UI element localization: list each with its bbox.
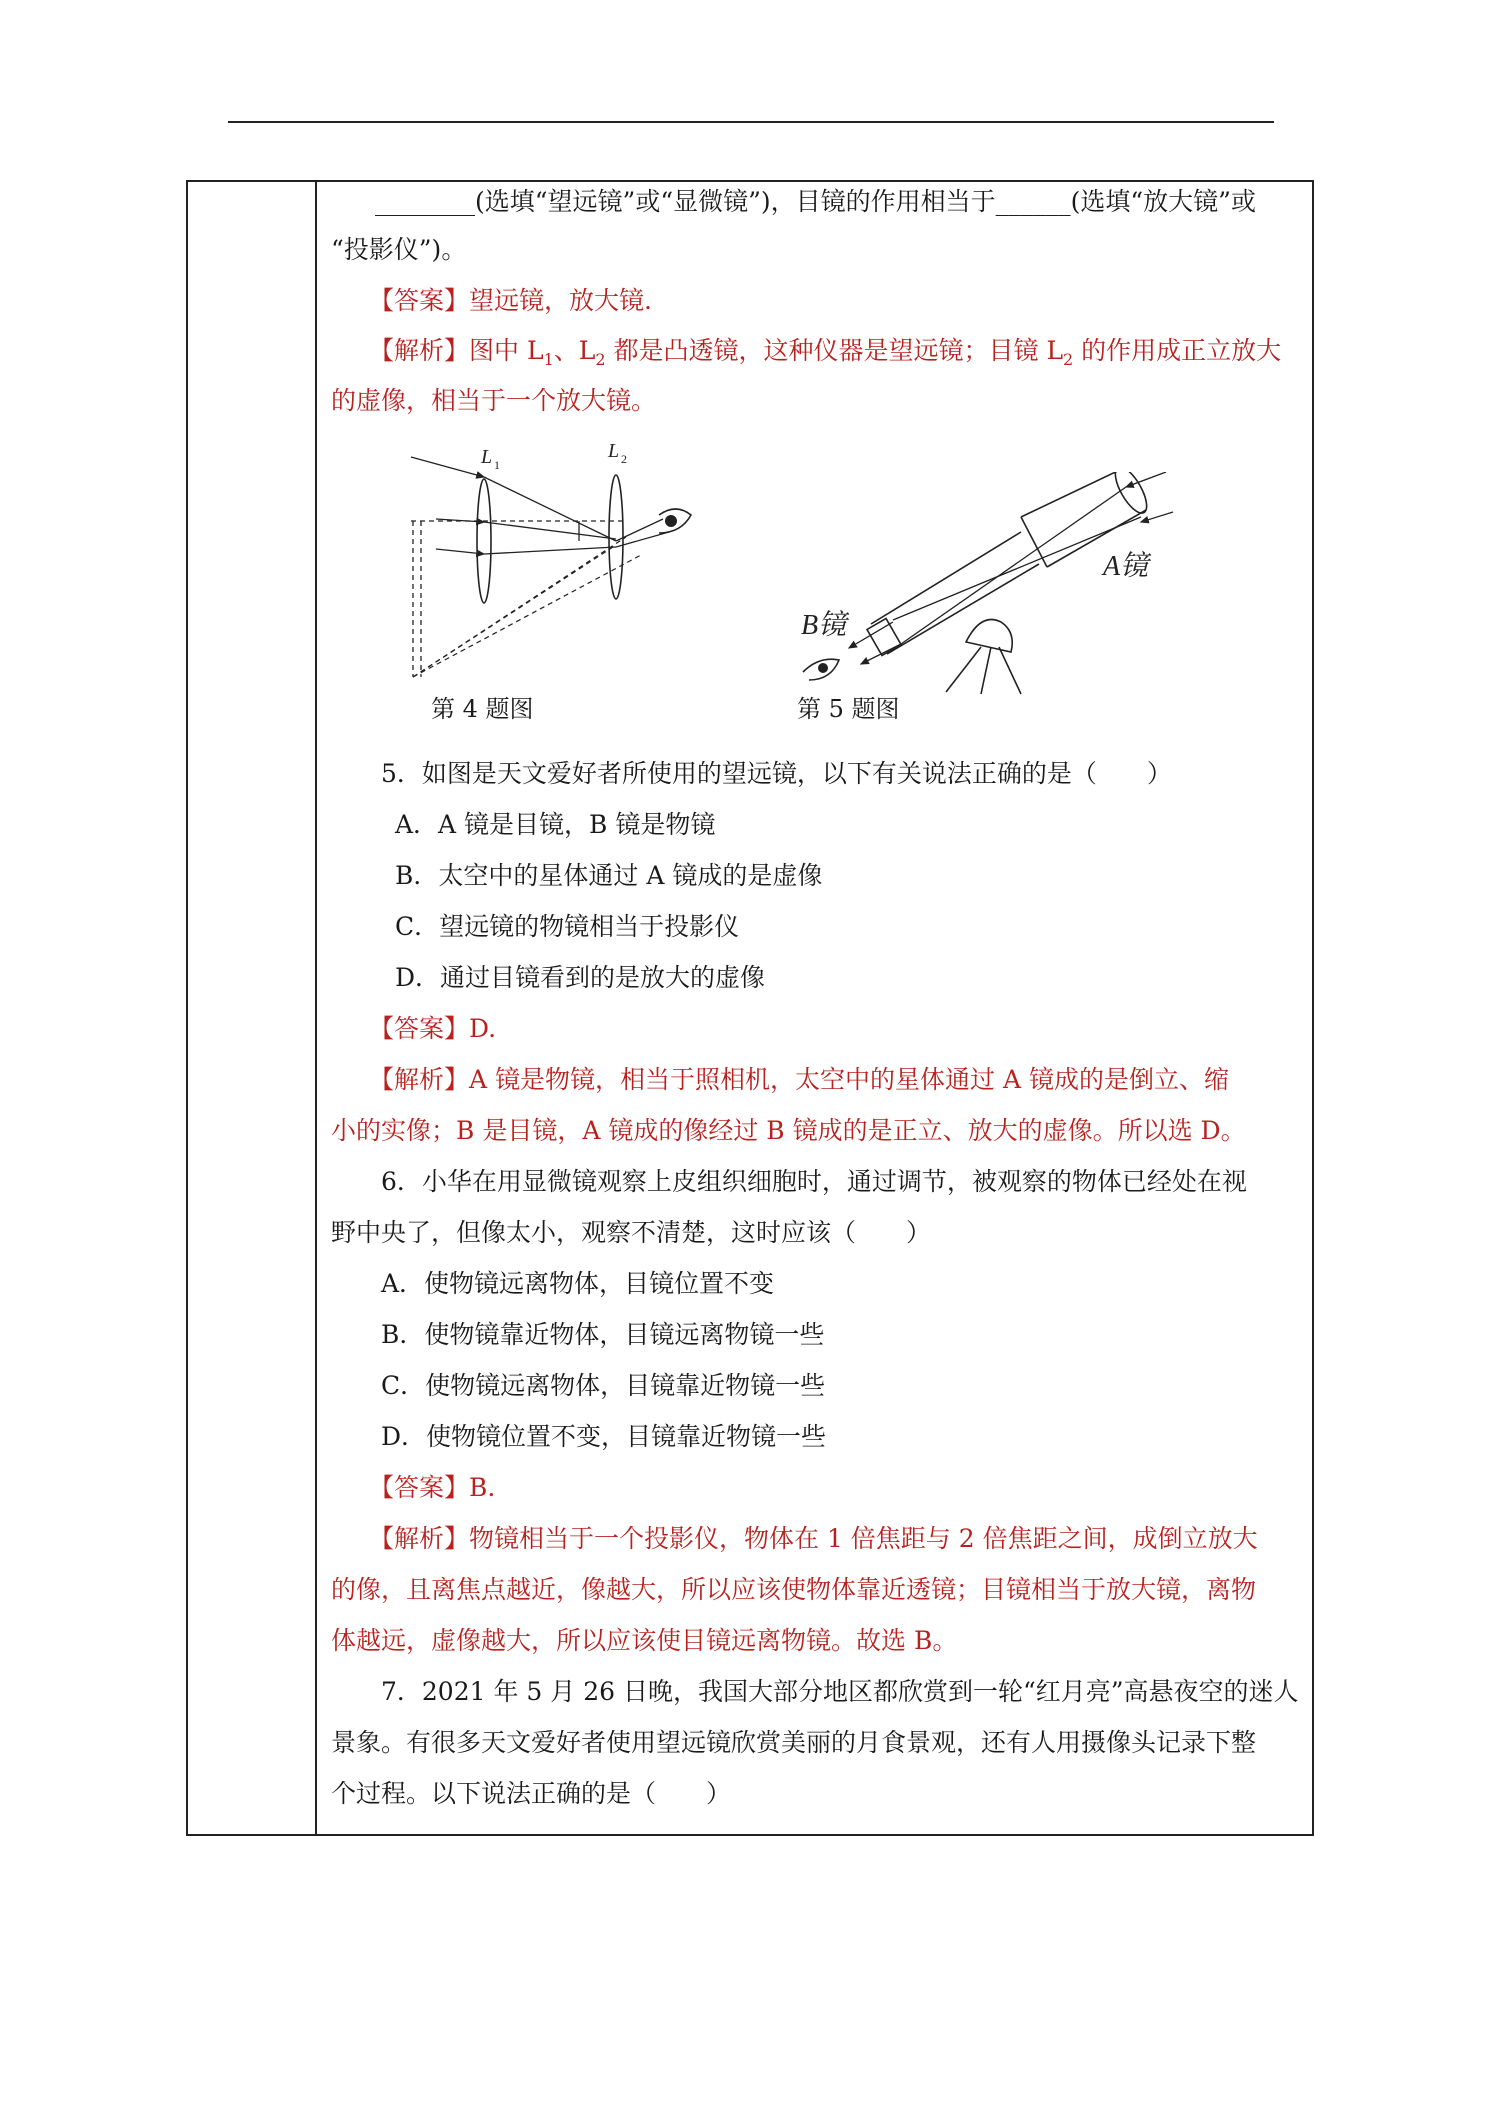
q5-option-a: A．A 镜是目镜，B 镜是物镜 (395, 810, 716, 839)
svg-text:2: 2 (621, 452, 627, 466)
q7-stem-line2: 景象。有很多天文爱好者使用望远镜欣赏美丽的月食景观，还有人用摄像头记录下整 (331, 1728, 1257, 1757)
q6-option-b: B．使物镜靠近物体，目镜远离物镜一些 (381, 1320, 825, 1349)
fig5-diagram (801, 472, 1181, 697)
q6-analysis-line3: 体越远，虚像越大，所以应该使目镜远离物镜。故选 B。 (331, 1626, 958, 1655)
q4-line1: ________(选填“望远镜”或“显微镜”)，目镜的作用相当于______(选填“放大镜”或 (375, 187, 1256, 216)
q5-answer: 【答案】D. (369, 1014, 497, 1043)
q7-stem-line3: 个过程。以下说法正确的是（ ） (331, 1779, 732, 1808)
fig4-caption: 第 4 题图 (431, 695, 534, 723)
q6-stem-line2: 野中央了，但像太小，观察不清楚，这时应该（ ） (331, 1218, 932, 1247)
left-column (188, 182, 317, 1834)
q4-analysis-line1: 【解析】图中 $L_1$、$L_2$ 都是凸透镜，这种仪器是望远镜；目镜 $L_2$ 的作用成正立放大 (369, 336, 1282, 369)
q5-analysis-line2: 小的实像；B 是目镜，A 镜成的像经过 B 镜成的是正立、放大的虚像。所以选 D。 (331, 1116, 1246, 1145)
q6-option-c: C．使物镜远离物体，目镜靠近物镜一些 (381, 1371, 826, 1400)
fig4-label-l1: L (481, 446, 493, 468)
fig5-label-a: A镜 (1103, 551, 1149, 582)
fig4-label-l2: L (608, 440, 620, 462)
q4-analysis-line2: 的虚像，相当于一个放大镜。 (331, 386, 657, 415)
svg-text:1: 1 (494, 458, 500, 472)
q5-option-d: D．通过目镜看到的是放大的虚像 (395, 963, 766, 992)
q7-stem-line1: 7．2021 年 5 月 26 日晚，我国大部分地区都欣赏到一轮“红月亮”高悬夜空的迷人 (381, 1677, 1299, 1706)
q6-stem-line1: 6．小华在用显微镜观察上皮组织细胞时，通过调节，被观察的物体已经处在视 (381, 1167, 1247, 1196)
q4-answer: 【答案】望远镜，放大镜. (369, 286, 652, 315)
q6-analysis-line2: 的像，且离焦点越近，像越大，所以应该使物体靠近透镜；目镜相当于放大镜，离物 (331, 1575, 1257, 1604)
q5-option-b: B．太空中的星体通过 A 镜成的是虚像 (395, 861, 823, 890)
q5-option-c: C．望远镜的物镜相当于投影仪 (395, 912, 740, 941)
q6-option-d: D．使物镜位置不变，目镜靠近物镜一些 (381, 1422, 827, 1451)
fig4-diagram (401, 437, 721, 687)
q6-option-a: A．使物镜远离物体，目镜位置不变 (381, 1269, 775, 1298)
q4-line2: “投影仪”)。 (331, 235, 467, 264)
q5-analysis-line1: 【解析】A 镜是物镜，相当于照相机，太空中的星体通过 A 镜成的是倒立、缩 (369, 1065, 1229, 1094)
q6-answer: 【答案】B. (369, 1473, 496, 1502)
fig5-caption: 第 5 题图 (797, 695, 900, 723)
q6-analysis-line1: 【解析】物镜相当于一个投影仪，物体在 1 倍焦距与 2 倍焦距之间，成倒立放大 (369, 1524, 1258, 1553)
q5-stem: 5．如图是天文爱好者所使用的望远镜，以下有关说法正确的是（ ） (381, 759, 1172, 788)
question-table (186, 180, 1314, 1836)
header-rule (228, 121, 1274, 123)
fig5-label-b: B镜 (801, 610, 847, 641)
